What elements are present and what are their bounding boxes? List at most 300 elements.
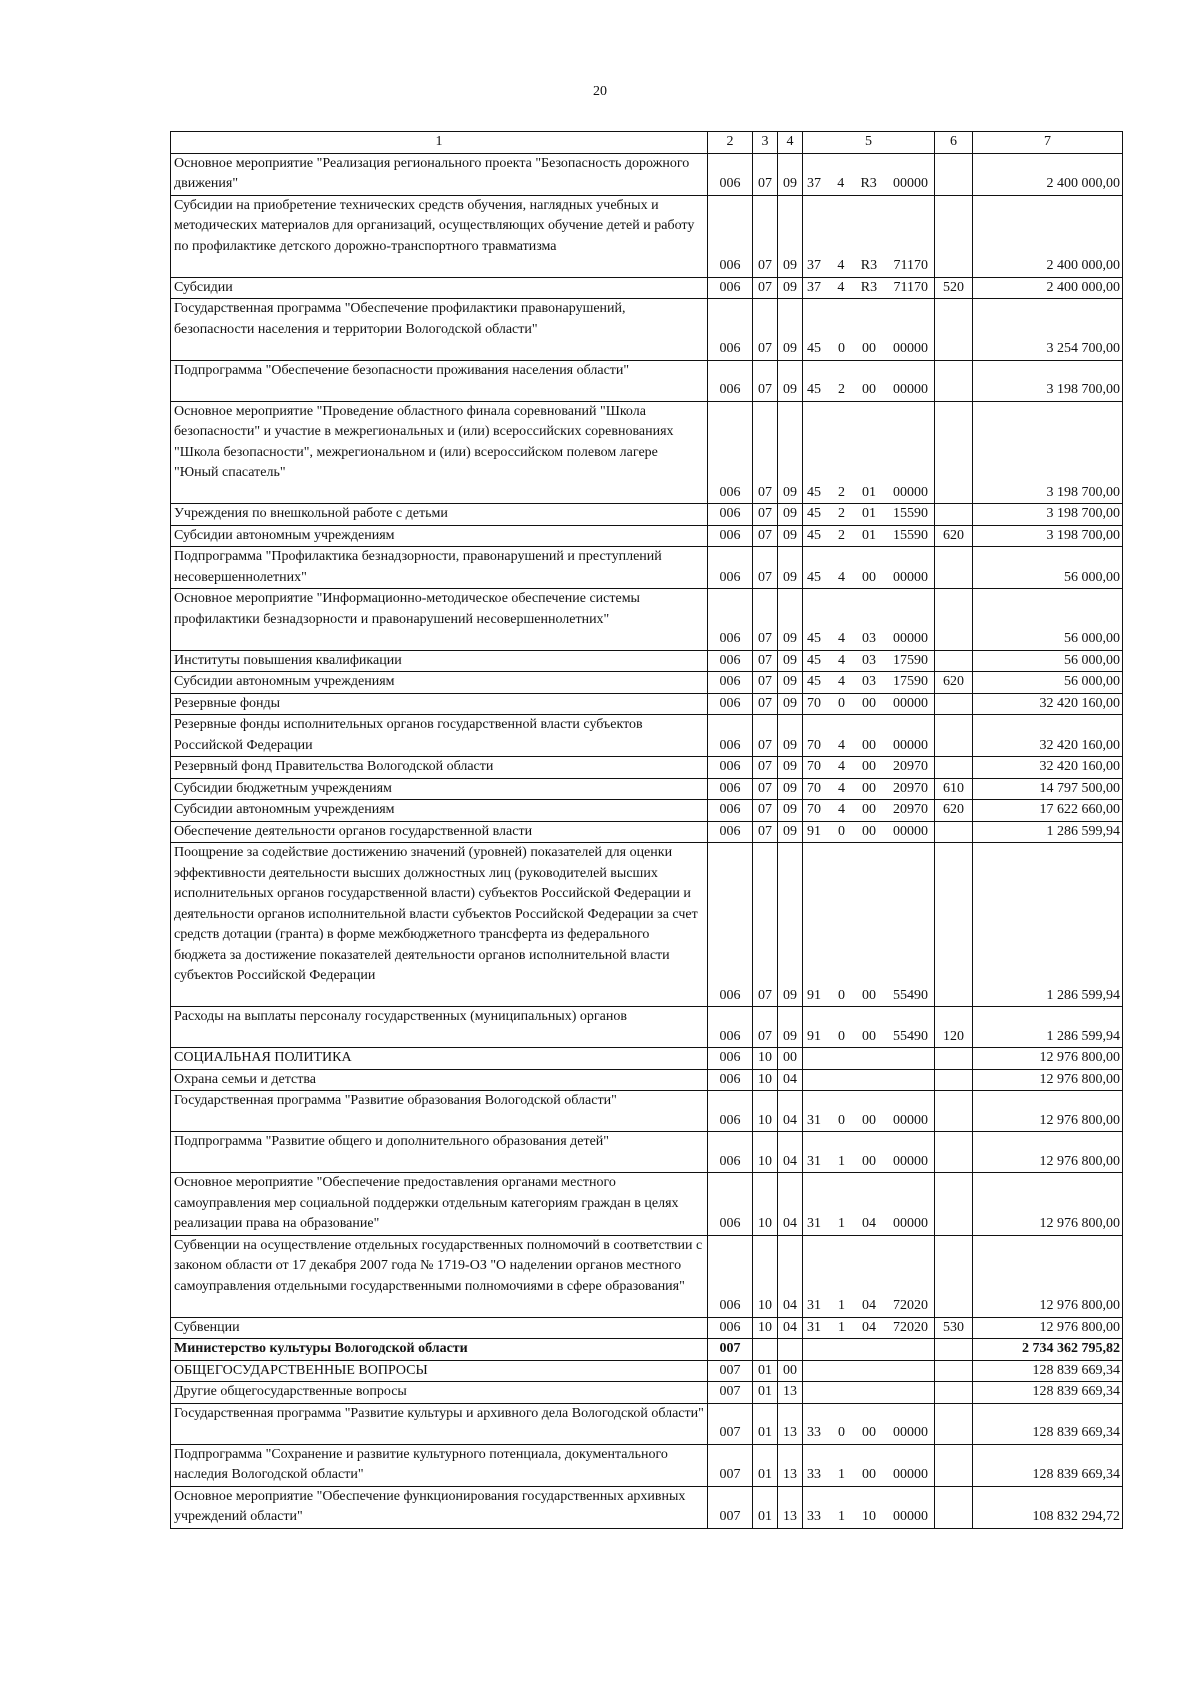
target-code-part: 4	[837, 279, 845, 295]
row-vr: 120	[935, 1007, 973, 1048]
target-code-part: 0	[838, 695, 845, 711]
row-name: Субсидии бюджетным учреждениям	[171, 778, 708, 800]
row-rz: 10	[753, 1069, 778, 1091]
table-row	[171, 1360, 1123, 1382]
row-vr: 520	[935, 277, 973, 299]
row-pr: 09	[778, 778, 803, 800]
row-name: Расходы на выплаты персоналу государственных (муниципальных) органов	[171, 1007, 708, 1048]
row-pr: 09	[778, 693, 803, 715]
header-row	[171, 132, 1123, 154]
target-code-parts	[805, 174, 932, 195]
row-vr	[935, 1339, 973, 1361]
row-rz: 10	[753, 1091, 778, 1132]
row-name: Субсидии	[171, 277, 708, 299]
row-sum: 3 254 700,00	[973, 299, 1123, 361]
row-sum: 2 400 000,00	[973, 277, 1123, 299]
table-row	[171, 589, 1123, 651]
target-code-part: 17590	[893, 674, 928, 689]
row-pr: 09	[778, 589, 803, 651]
target-code-part: 31	[807, 1216, 821, 1231]
row-sum: 12 976 800,00	[973, 1091, 1123, 1132]
row-grbs: 006	[708, 1007, 753, 1048]
target-code-part: 33	[807, 1509, 821, 1524]
row-grbs: 007	[708, 1339, 753, 1361]
row-rz: 07	[753, 715, 778, 757]
row-name: Охрана семьи и детства	[171, 1069, 708, 1091]
target-code-part: 2	[838, 382, 845, 397]
row-grbs: 006	[708, 153, 753, 195]
target-code-part: 00000	[893, 737, 928, 753]
target-code-part: 71170	[893, 258, 928, 273]
row-name: Субсидии автономным учреждениям	[171, 525, 708, 547]
target-code-part: 15590	[893, 527, 928, 543]
target-code-part: 00000	[893, 176, 928, 191]
target-code-part: 00	[862, 802, 876, 817]
row-pr: 09	[778, 843, 803, 1007]
table-row	[171, 778, 1123, 800]
row-grbs: 006	[708, 778, 753, 800]
target-code-part: 00000	[893, 1509, 928, 1524]
target-code-part: 4	[838, 759, 845, 774]
row-target-code	[803, 1486, 935, 1528]
target-code-part: 55490	[893, 987, 928, 1003]
target-code-part: 70	[807, 780, 821, 796]
row-rz: 07	[753, 277, 778, 299]
row-pr: 09	[778, 360, 803, 401]
table-row	[171, 277, 1123, 299]
row-name: Основное мероприятие "Обеспечение функционирования государственных архивных учреждений области"	[171, 1486, 708, 1528]
table-row	[171, 1486, 1123, 1528]
row-rz: 07	[753, 525, 778, 547]
row-target-code	[803, 672, 935, 694]
row-sum: 1 286 599,94	[973, 843, 1123, 1007]
target-code-part: 00000	[893, 569, 928, 585]
row-grbs: 006	[708, 1173, 753, 1236]
target-code-part: 45	[807, 652, 821, 668]
target-code-part: 17590	[893, 652, 928, 668]
target-code-part: 00	[862, 780, 876, 796]
row-target-code	[803, 1317, 935, 1339]
target-code-part: 00000	[893, 1216, 928, 1231]
target-code-part: 45	[807, 569, 821, 585]
row-grbs: 006	[708, 525, 753, 547]
row-vr	[935, 401, 973, 504]
page-number: 20	[593, 84, 607, 99]
row-sum: 12 976 800,00	[973, 1069, 1123, 1091]
table-row	[171, 672, 1123, 694]
target-code-part: 00000	[893, 382, 928, 397]
target-code-part: 00000	[893, 1425, 928, 1440]
row-rz: 07	[753, 693, 778, 715]
target-code-part: 04	[862, 1319, 876, 1335]
target-code-parts	[805, 757, 932, 778]
table-row	[171, 843, 1123, 1007]
table-row	[171, 360, 1123, 401]
row-name: Государственная программа "Развитие культуры и архивного дела Вологодской области"	[171, 1403, 708, 1444]
target-code-part: 0	[838, 987, 845, 1003]
target-code-part: 00000	[893, 1467, 928, 1482]
row-vr	[935, 504, 973, 526]
target-code-part: 00000	[893, 695, 928, 711]
row-grbs: 007	[708, 1403, 753, 1444]
table-row	[171, 1235, 1123, 1317]
row-target-code	[803, 1382, 935, 1404]
target-code-part: 31	[807, 1153, 821, 1169]
row-pr: 13	[778, 1444, 803, 1486]
row-rz: 07	[753, 821, 778, 843]
row-sum: 1 286 599,94	[973, 821, 1123, 843]
row-sum: 12 976 800,00	[973, 1048, 1123, 1070]
row-rz: 01	[753, 1444, 778, 1486]
target-code-part: 1	[838, 1298, 845, 1313]
row-rz: 10	[753, 1132, 778, 1173]
row-sum: 56 000,00	[973, 650, 1123, 672]
row-pr: 04	[778, 1317, 803, 1339]
row-grbs: 007	[708, 1444, 753, 1486]
target-code-part: 4	[837, 176, 845, 191]
target-code-parts	[805, 568, 932, 589]
row-rz: 07	[753, 299, 778, 361]
row-name: Резервные фонды исполнительных органов государственной власти субъектов Российской Федерации	[171, 715, 708, 757]
target-code-part: 04	[862, 1216, 876, 1231]
target-code-part: 00	[862, 987, 876, 1003]
target-code-part: 15590	[893, 506, 928, 521]
row-pr: 09	[778, 299, 803, 361]
row-target-code	[803, 757, 935, 779]
target-code-part: 00000	[893, 823, 928, 839]
row-rz: 07	[753, 672, 778, 694]
table-row	[171, 800, 1123, 822]
header-cell: 5	[803, 132, 935, 154]
row-vr	[935, 650, 973, 672]
row-rz: 07	[753, 778, 778, 800]
table-row	[171, 821, 1123, 843]
target-code-part: 04	[862, 1298, 876, 1313]
table-row	[171, 525, 1123, 547]
row-vr	[935, 1132, 973, 1173]
row-grbs: 006	[708, 360, 753, 401]
target-code-part: 33	[807, 1425, 821, 1440]
row-rz: 07	[753, 504, 778, 526]
row-target-code	[803, 1132, 935, 1173]
table-row	[171, 757, 1123, 779]
row-grbs: 006	[708, 504, 753, 526]
target-code-part: 0	[838, 1112, 845, 1128]
row-sum: 56 000,00	[973, 589, 1123, 651]
header-cell: 1	[171, 132, 708, 154]
row-vr: 620	[935, 672, 973, 694]
row-name: Обеспечение деятельности органов государственной власти	[171, 821, 708, 843]
row-vr: 610	[935, 778, 973, 800]
row-pr: 09	[778, 401, 803, 504]
row-sum: 2 400 000,00	[973, 195, 1123, 277]
row-sum: 17 622 660,00	[973, 800, 1123, 822]
target-code-part: 70	[807, 695, 821, 711]
row-grbs: 006	[708, 715, 753, 757]
row-sum: 2 400 000,00	[973, 153, 1123, 195]
row-vr	[935, 757, 973, 779]
row-pr: 04	[778, 1173, 803, 1236]
target-code-part: 31	[807, 1112, 821, 1128]
target-code-part: 00	[862, 695, 876, 711]
row-name: Основное мероприятие "Информационно-методическое обеспечение системы профилактики безнадзорности и правонарушений несовершеннолетних"	[171, 589, 708, 651]
row-target-code	[803, 277, 935, 299]
table-row	[171, 401, 1123, 504]
target-code-part: 55490	[893, 1028, 928, 1044]
target-code-part: 20970	[893, 780, 928, 796]
target-code-part: 45	[807, 506, 821, 521]
table-row	[171, 1403, 1123, 1444]
table-row	[171, 547, 1123, 589]
row-target-code	[803, 1444, 935, 1486]
row-pr: 09	[778, 504, 803, 526]
row-grbs: 006	[708, 1048, 753, 1070]
table-row	[171, 1132, 1123, 1173]
target-code-part: 00000	[893, 341, 928, 356]
target-code-part: 00	[862, 1425, 876, 1440]
row-name: Учреждения по внешкольной работе с детьми	[171, 504, 708, 526]
target-code-part: 37	[807, 279, 821, 295]
row-sum: 2 734 362 795,82	[973, 1339, 1123, 1361]
target-code-part: 2	[838, 484, 845, 500]
row-rz: 07	[753, 1007, 778, 1048]
row-rz: 01	[753, 1403, 778, 1444]
target-code-part: 03	[862, 652, 876, 668]
row-grbs: 006	[708, 693, 753, 715]
target-code-part: 45	[807, 631, 821, 646]
target-code-part: 70	[807, 737, 821, 753]
target-code-part: 45	[807, 341, 821, 356]
header-cell: 2	[708, 132, 753, 154]
table-row	[171, 195, 1123, 277]
target-code-part: 00	[862, 737, 876, 753]
target-code-part: 00	[862, 382, 876, 397]
target-code-part: 20970	[893, 759, 928, 774]
row-target-code	[803, 195, 935, 277]
row-pr: 09	[778, 153, 803, 195]
row-sum: 128 839 669,34	[973, 1382, 1123, 1404]
target-code-part: 4	[838, 737, 845, 753]
row-pr: 09	[778, 650, 803, 672]
row-target-code	[803, 401, 935, 504]
target-code-part: 00	[862, 1153, 876, 1169]
table-row	[171, 715, 1123, 757]
target-code-part: 4	[838, 780, 845, 796]
target-code-part: 1	[838, 1216, 845, 1231]
row-rz	[753, 1339, 778, 1361]
row-vr	[935, 1403, 973, 1444]
row-name: Подпрограмма "Обеспечение безопасности проживания населения области"	[171, 360, 708, 401]
target-code-parts	[805, 1318, 932, 1339]
target-code-part: 70	[807, 759, 821, 774]
target-code-part: 31	[807, 1298, 821, 1313]
row-rz: 07	[753, 401, 778, 504]
row-rz: 01	[753, 1382, 778, 1404]
target-code-part: 72020	[893, 1319, 928, 1335]
target-code-parts	[805, 822, 932, 843]
target-code-parts	[805, 1465, 932, 1486]
row-pr: 00	[778, 1048, 803, 1070]
row-vr	[935, 1360, 973, 1382]
target-code-part: 10	[862, 1509, 876, 1524]
table-row	[171, 504, 1123, 526]
row-sum: 56 000,00	[973, 547, 1123, 589]
table-row	[171, 1007, 1123, 1048]
row-name: Субсидии автономным учреждениям	[171, 800, 708, 822]
target-code-part: 33	[807, 1467, 821, 1482]
target-code-part: 1	[838, 1509, 845, 1524]
row-sum: 12 976 800,00	[973, 1317, 1123, 1339]
row-name: Субвенции	[171, 1317, 708, 1339]
row-target-code	[803, 1360, 935, 1382]
row-name: Основное мероприятие "Реализация регионального проекта "Безопасность дорожного движения"	[171, 153, 708, 195]
row-target-code	[803, 360, 935, 401]
row-sum: 56 000,00	[973, 672, 1123, 694]
row-sum: 3 198 700,00	[973, 360, 1123, 401]
target-code-parts	[805, 651, 932, 672]
row-rz: 07	[753, 195, 778, 277]
row-rz: 07	[753, 153, 778, 195]
row-vr	[935, 1235, 973, 1317]
row-name: Другие общегосударственные вопросы	[171, 1382, 708, 1404]
row-vr	[935, 1091, 973, 1132]
target-code-parts	[805, 986, 932, 1007]
target-code-part: 20970	[893, 802, 928, 817]
target-code-part: 1	[838, 1319, 845, 1335]
target-code-parts	[805, 483, 932, 504]
row-grbs: 006	[708, 800, 753, 822]
row-grbs: 006	[708, 757, 753, 779]
table-row	[171, 1382, 1123, 1404]
row-rz: 10	[753, 1173, 778, 1236]
row-sum: 32 420 160,00	[973, 693, 1123, 715]
row-sum: 128 839 669,34	[973, 1360, 1123, 1382]
target-code-part: 01	[862, 506, 876, 521]
target-code-part: 00000	[893, 1112, 928, 1128]
target-code-part: 45	[807, 527, 821, 543]
row-target-code	[803, 1339, 935, 1361]
target-code-parts	[805, 1111, 932, 1132]
target-code-part: 91	[807, 823, 821, 839]
row-grbs: 006	[708, 547, 753, 589]
table-row	[171, 153, 1123, 195]
row-vr	[935, 1048, 973, 1070]
row-vr	[935, 299, 973, 361]
target-code-part: 31	[807, 1319, 821, 1335]
row-grbs: 006	[708, 277, 753, 299]
row-grbs: 006	[708, 672, 753, 694]
row-name: Резервный фонд Правительства Вологодской области	[171, 757, 708, 779]
row-sum: 12 976 800,00	[973, 1132, 1123, 1173]
row-target-code	[803, 299, 935, 361]
row-pr: 09	[778, 672, 803, 694]
target-code-part: 00	[862, 569, 876, 585]
row-name: Государственная программа "Обеспечение профилактики правонарушений, безопасности населения и территории Вологодской области"	[171, 299, 708, 361]
target-code-parts	[805, 1507, 932, 1528]
table-row	[171, 1069, 1123, 1091]
budget-table	[170, 131, 1123, 1529]
row-pr: 13	[778, 1382, 803, 1404]
row-sum: 128 839 669,34	[973, 1444, 1123, 1486]
table-row	[171, 1048, 1123, 1070]
target-code-part: 45	[807, 382, 821, 397]
target-code-part: 37	[807, 258, 821, 273]
row-vr	[935, 1382, 973, 1404]
target-code-part: 03	[862, 674, 876, 689]
row-target-code	[803, 693, 935, 715]
row-pr: 13	[778, 1403, 803, 1444]
row-grbs: 006	[708, 1069, 753, 1091]
target-code-part: 2	[838, 506, 845, 521]
target-code-parts	[805, 278, 932, 299]
target-code-part: 00	[862, 759, 876, 774]
row-name: Резервные фонды	[171, 693, 708, 715]
row-pr: 04	[778, 1091, 803, 1132]
row-sum: 3 198 700,00	[973, 401, 1123, 504]
target-code-parts	[805, 694, 932, 715]
row-target-code	[803, 1403, 935, 1444]
table-row	[171, 1317, 1123, 1339]
target-code-part: 00	[862, 1467, 876, 1482]
header-cell: 6	[935, 132, 973, 154]
row-rz: 07	[753, 650, 778, 672]
target-code-part: 01	[862, 484, 876, 500]
row-rz: 10	[753, 1048, 778, 1070]
target-code-part: R3	[860, 279, 878, 295]
row-vr	[935, 195, 973, 277]
row-target-code	[803, 650, 935, 672]
target-code-parts	[805, 1296, 932, 1317]
row-name: Институты повышения квалификации	[171, 650, 708, 672]
target-code-part: R3	[860, 258, 878, 273]
row-grbs: 006	[708, 299, 753, 361]
target-code-part: 70	[807, 802, 821, 817]
row-pr: 09	[778, 547, 803, 589]
header-cell: 4	[778, 132, 803, 154]
row-vr	[935, 547, 973, 589]
target-code-part: 4	[838, 802, 845, 817]
target-code-parts	[805, 1214, 932, 1235]
row-grbs: 006	[708, 1235, 753, 1317]
row-rz: 07	[753, 843, 778, 1007]
target-code-parts	[805, 800, 932, 821]
target-code-part: 2	[838, 527, 845, 543]
target-code-parts	[805, 736, 932, 757]
row-sum: 1 286 599,94	[973, 1007, 1123, 1048]
target-code-part: 1	[838, 1153, 845, 1169]
target-code-part: 91	[807, 987, 821, 1003]
row-grbs: 006	[708, 589, 753, 651]
row-target-code	[803, 589, 935, 651]
row-rz: 01	[753, 1360, 778, 1382]
row-vr	[935, 153, 973, 195]
row-sum: 12 976 800,00	[973, 1235, 1123, 1317]
row-target-code	[803, 800, 935, 822]
target-code-parts	[805, 629, 932, 650]
target-code-part: 45	[807, 484, 821, 500]
target-code-part: 71170	[893, 279, 928, 295]
row-vr	[935, 1444, 973, 1486]
target-code-parts	[805, 256, 932, 277]
row-target-code	[803, 504, 935, 526]
target-code-part: 45	[807, 674, 821, 689]
row-target-code	[803, 715, 935, 757]
row-grbs: 007	[708, 1382, 753, 1404]
row-vr	[935, 360, 973, 401]
row-name: Государственная программа "Развитие образования Вологодской области"	[171, 1091, 708, 1132]
row-grbs: 006	[708, 1091, 753, 1132]
row-target-code	[803, 1235, 935, 1317]
